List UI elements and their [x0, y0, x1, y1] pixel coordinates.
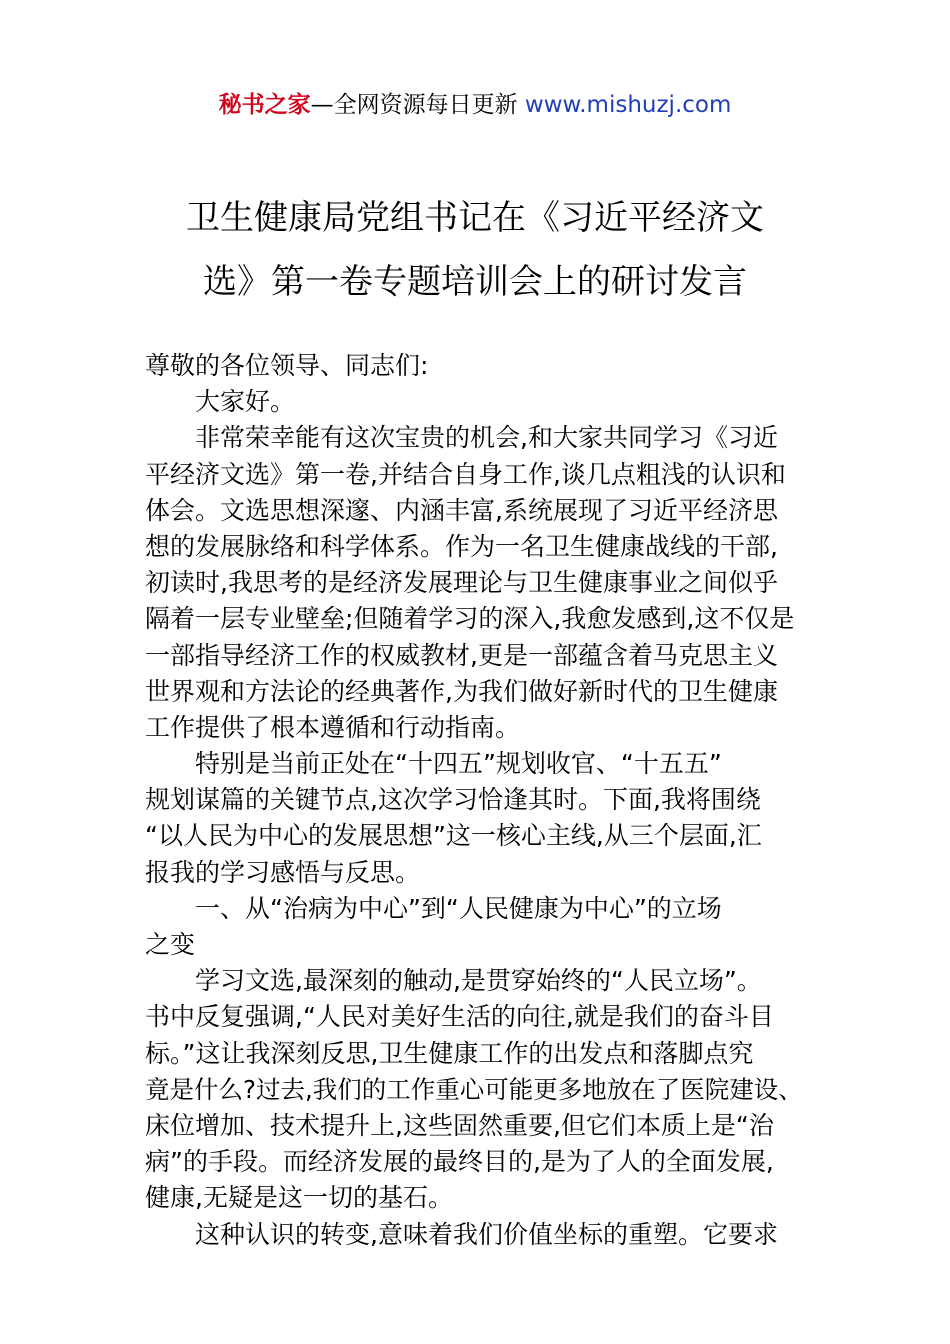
body-line: “以人民为中心的发展思想”这一核心主线,从三个层面,汇 — [145, 821, 762, 851]
body-line: 学习文选,最深刻的触动,是贯穿始终的“人民立场”。 — [195, 966, 762, 996]
body-line: 这种认识的转变,意味着我们价值坐标的重塑。它要求 — [195, 1219, 778, 1249]
body-line: 之变 — [145, 930, 196, 959]
document-body — [145, 348, 810, 1253]
title-line: 卫生健康局党组书记在《习近平经济文 — [186, 198, 764, 238]
body-line: 想的发展脉络和科学体系。作为一名卫生健康战线的干部, — [145, 531, 778, 561]
body-line: 竟是什么?过去,我们的工作重心可能更多地放在了医院建设、 — [145, 1074, 803, 1104]
body-line: 特别是当前正处在“十四五”规划收官、“十五五” — [195, 749, 722, 779]
body-line: 床位增加、技术提升上,这些固然重要,但它们本质上是“治 — [145, 1110, 774, 1140]
site-header — [0, 88, 950, 122]
body-line: 体会。文选思想深邃、内涵丰富,系统展现了习近平经济思 — [145, 495, 778, 525]
body-line: 隔着一层专业壁垒;但随着学习的深入,我愈发感到,这不仅是 — [145, 604, 795, 634]
site-tagline: —全网资源每日更新 — [310, 92, 525, 118]
body-line: 工作提供了根本遵循和行动指南。 — [145, 712, 521, 742]
body-line: 一部指导经济工作的权威教材,更是一部蕴含着马克思主义 — [145, 640, 778, 670]
body-line: 健康,无疑是这一切的基石。 — [145, 1183, 453, 1213]
body-line: 世界观和方法论的经典著作,为我们做好新时代的卫生健康 — [145, 676, 778, 706]
body-line: 平经济文选》第一卷,并结合自身工作,谈几点粗浅的认识和 — [145, 459, 786, 489]
title-line: 选》第一卷专题培训会上的研讨发言 — [203, 262, 747, 302]
site-url-link[interactable]: www.mishuzj.com — [524, 92, 732, 118]
body-line: 大家好。 — [195, 387, 296, 417]
body-line: 尊敬的各位领导、同志们: — [145, 351, 429, 380]
document-title — [100, 186, 850, 314]
body-line: 规划谋篇的关键节点,这次学习恰逢其时。下面,我将围绕 — [145, 785, 761, 815]
body-line: 一、从“治病为中心”到“人民健康为中心”的立场 — [195, 893, 722, 923]
body-line: 非常荣幸能有这次宝贵的机会,和大家共同学习《习近 — [195, 423, 778, 453]
body-line: 报我的学习感悟与反思。 — [145, 857, 421, 887]
body-line: 病”的手段。而经济发展的最终目的,是为了人的全面发展, — [145, 1147, 774, 1177]
body-line: 初读时,我思考的是经济发展理论与卫生健康事业之间似乎 — [145, 568, 778, 598]
body-line: 书中反复强调,“人民对美好生活的向往,就是我们的奋斗目 — [145, 1002, 774, 1032]
brand-name: 秘书之家 — [218, 92, 311, 118]
body-line: 标。”这让我深刻反思,卫生健康工作的出发点和落脚点究 — [145, 1038, 754, 1068]
